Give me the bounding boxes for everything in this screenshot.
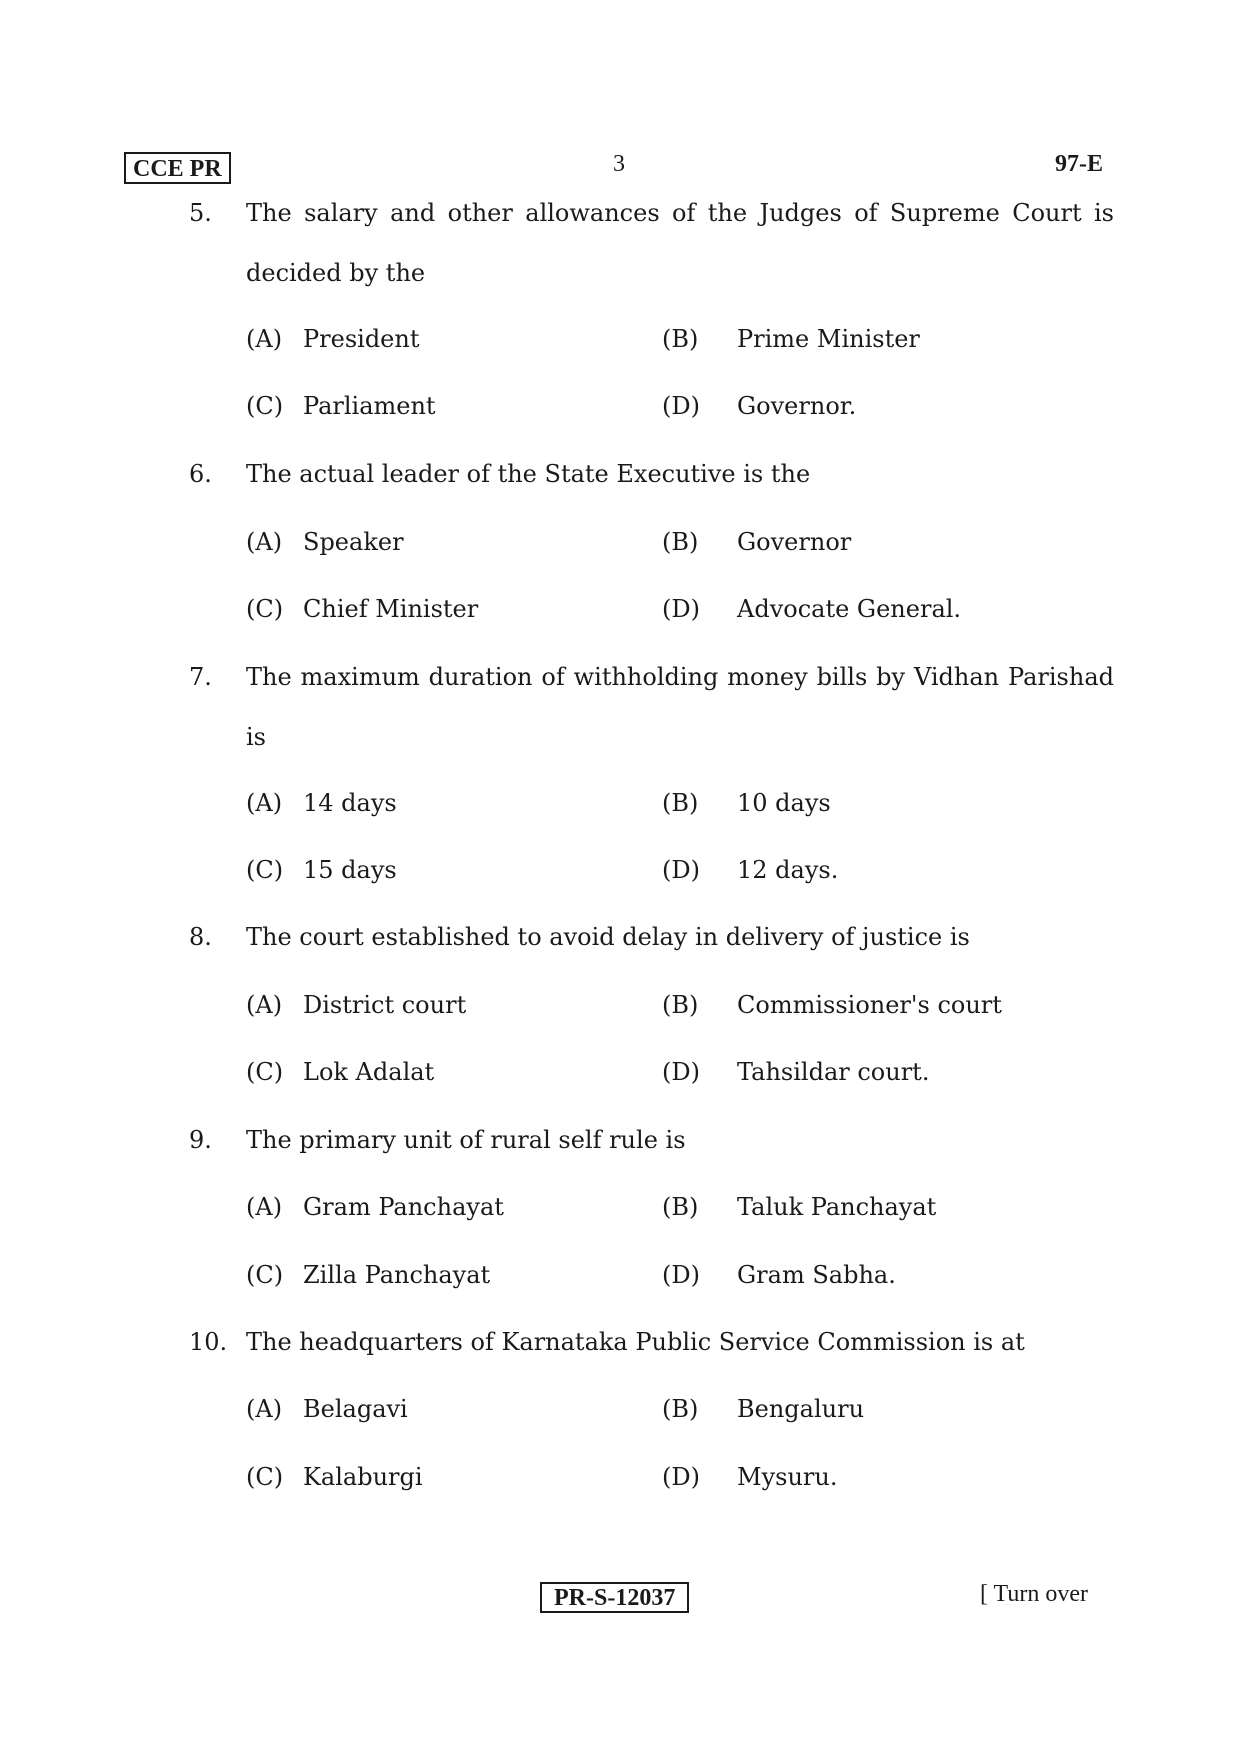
option-d-text: Tahsildar court. [737,1058,930,1086]
option-b-text: 10 days [737,789,831,817]
option-a-label: (A) [246,528,283,556]
option-b-label: (B) [662,1193,699,1221]
option-a-text: Belagavi [303,1395,408,1423]
option-b-label: (B) [662,789,699,817]
option-c-label: (C) [246,595,284,623]
option-c-label: (C) [246,1058,284,1086]
question-number: 5. [189,199,212,227]
option-d-label: (D) [662,856,700,884]
question-number: 9. [189,1126,212,1154]
option-b-label: (B) [662,1395,699,1423]
question-number: 7. [189,663,212,691]
option-d-text: 12 days. [737,856,839,884]
option-a-text: District court [303,991,467,1019]
option-d-text: Mysuru. [737,1463,838,1491]
option-c-label: (C) [246,392,284,420]
question-text: The salary and other allowances of the Judges of Supreme Court is decided by the [246,199,1114,287]
option-b-text: Commissioner's court [737,991,1002,1019]
option-d-label: (D) [662,1261,700,1289]
option-b-text: Taluk Panchayat [737,1193,937,1221]
option-d-text: Gram Sabha. [737,1261,896,1289]
option-a-label: (A) [246,1193,283,1221]
option-d-text: Advocate General. [737,595,962,623]
question-number: 10. [189,1328,228,1356]
option-a-label: (A) [246,789,283,817]
option-d-text: Governor. [737,392,857,420]
page-number: 3 [613,151,625,177]
option-c-label: (C) [246,1463,284,1491]
option-a-text: 14 days [303,789,397,817]
option-d-label: (D) [662,1463,700,1491]
option-c-text: Chief Minister [303,595,479,623]
question-number: 6. [189,460,212,488]
option-b-label: (B) [662,991,699,1019]
question-text: The actual leader of the State Executive is the [246,460,811,488]
option-c-text: Parliament [303,392,436,420]
option-b-text: Governor [737,528,852,556]
option-b-label: (B) [662,325,699,353]
question-text: The primary unit of rural self rule is [246,1126,686,1154]
option-d-label: (D) [662,1058,700,1086]
question-text: The maximum duration of withholding money bills by Vidhan Parishad is [246,663,1114,751]
option-a-text: President [303,325,420,353]
option-d-label: (D) [662,392,700,420]
option-a-label: (A) [246,325,283,353]
option-a-text: Speaker [303,528,404,556]
header-left-label: CCE PR [124,152,231,184]
option-b-text: Prime Minister [737,325,920,353]
option-c-text: Zilla Panchayat [303,1261,491,1289]
paper-code: 97-E [1055,151,1103,177]
turn-over-note: [ Turn over [980,1581,1089,1607]
question-text: The court established to avoid delay in delivery of justice is [246,923,970,951]
option-b-text: Bengaluru [737,1395,865,1423]
option-c-label: (C) [246,1261,284,1289]
option-a-label: (A) [246,1395,283,1423]
question-text: The headquarters of Karnataka Public Service Commission is at [246,1328,1025,1356]
option-c-text: 15 days [303,856,397,884]
option-c-label: (C) [246,856,284,884]
footer-paper-code: PR-S-12037 [540,1582,689,1613]
option-c-text: Lok Adalat [303,1058,435,1086]
option-d-label: (D) [662,595,700,623]
option-a-label: (A) [246,991,283,1019]
option-a-text: Gram Panchayat [303,1193,504,1221]
option-b-label: (B) [662,528,699,556]
option-c-text: Kalaburgi [303,1463,423,1491]
question-number: 8. [189,923,212,951]
